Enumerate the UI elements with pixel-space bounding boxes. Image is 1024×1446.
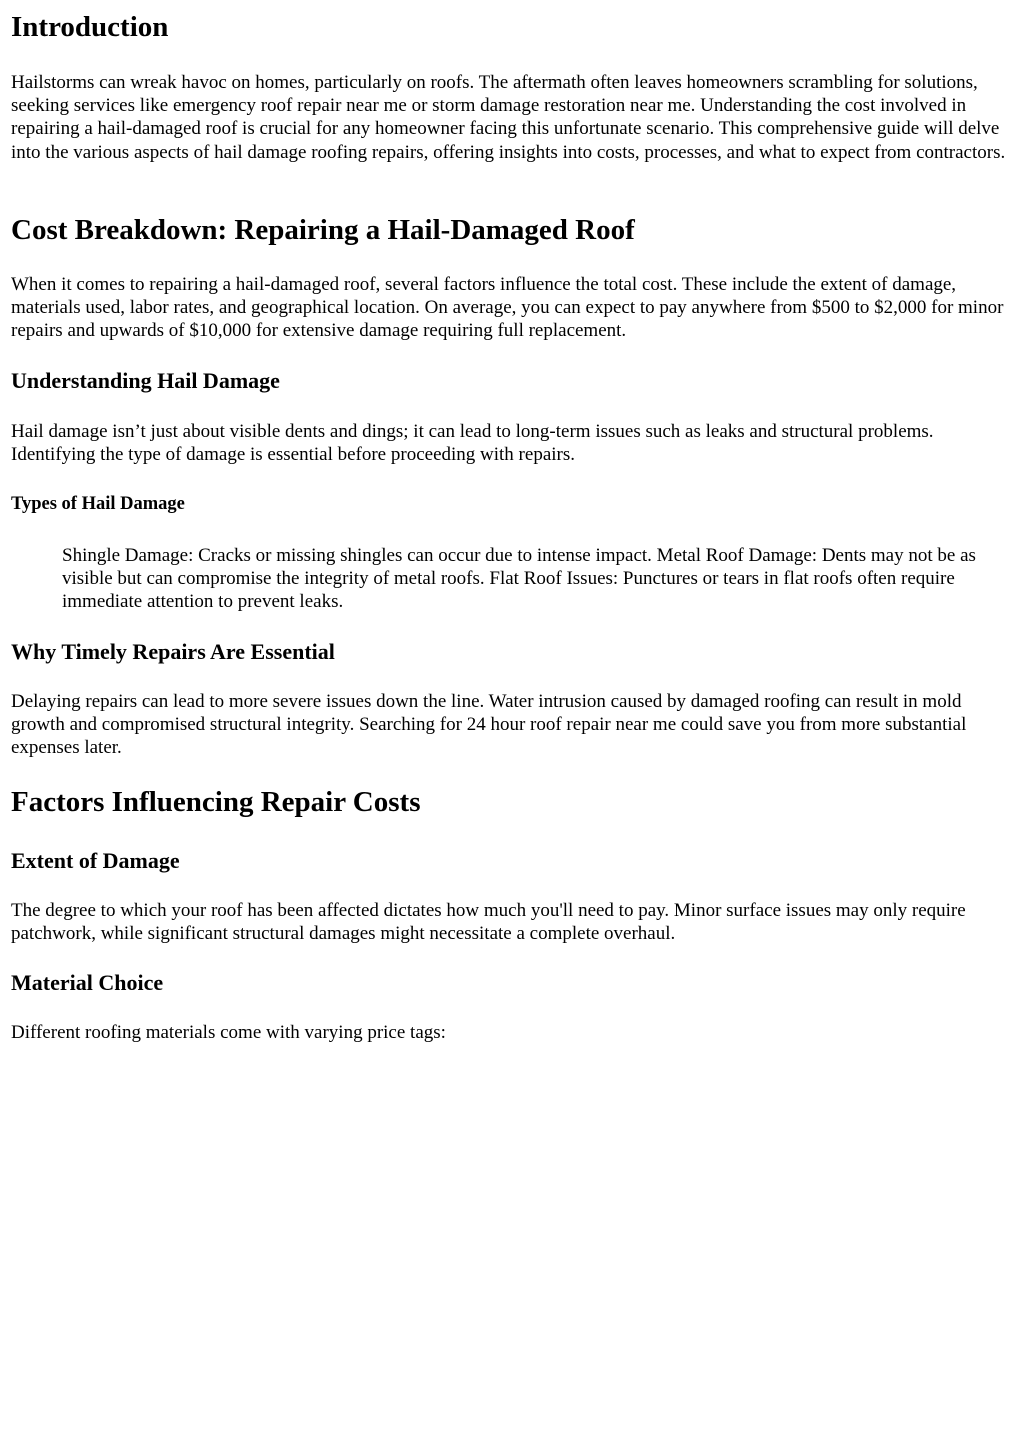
- blockquote-types-of-hail-damage: Shingle Damage: Cracks or missing shingles can occur due to intense impact. Metal Roof Damage: Dents may not be as visible but can compromise the integrity of metal roofs. Flat Roof Issues: Punctures or tears in flat roofs often require immediate attention to prevent leaks.: [62, 545, 976, 613]
- paragraph-introduction: Hailstorms can wreak havoc on homes, particularly on roofs. The aftermath often leaves homeowners scrambling for solutions, seeking services like emergency roof repair near me or storm damage restoration near me. Understanding the cost involved in repairing a hail-damaged roof is crucial for any homeowner facing this unfortunate scenario. This comprehensive guide will delve into the various aspects of hail damage roofing repairs, offering insights into costs, processes, and what to expect from contractors.: [11, 72, 1006, 163]
- paragraph-why-timely-repairs: Delaying repairs can lead to more severe issues down the line. Water intrusion caused by damaged roofing can result in mold growth and compromised structural integrity. Searching for 24 hour roof repair near me could save you from more substantial expenses later.: [11, 691, 967, 759]
- heading-cost-breakdown: Cost Breakdown: Repairing a Hail-Damaged Roof: [11, 214, 635, 246]
- heading-types-of-hail-damage: Types of Hail Damage: [11, 494, 185, 514]
- heading-factors-influencing-costs: Factors Influencing Repair Costs: [11, 786, 421, 818]
- heading-extent-of-damage: Extent of Damage: [11, 848, 180, 873]
- paragraph-understanding-hail-damage: Hail damage isn’t just about visible dents and dings; it can lead to long-term issues such as leaks and structural problems. Identifying the type of damage is essential before proceeding with repairs.: [11, 421, 934, 466]
- paragraph-extent-of-damage: The degree to which your roof has been affected dictates how much you'll need to pay. Minor surface issues may only require patchwork, while significant structural damages might necessitate a complete overhaul.: [11, 900, 966, 945]
- heading-why-timely-repairs: Why Timely Repairs Are Essential: [11, 639, 335, 664]
- heading-introduction: Introduction: [11, 11, 169, 43]
- paragraph-cost-breakdown: When it comes to repairing a hail-damaged roof, several factors influence the total cost. These include the extent of damage, materials used, labor rates, and geographical location. On average, you can expect to pay anywhere from $500 to $2,000 for minor repairs and upwards of $10,000 for extensive damage requiring full replacement.: [11, 274, 1004, 342]
- paragraph-material-choice: Different roofing materials come with varying price tags:: [11, 1022, 446, 1043]
- heading-material-choice: Material Choice: [11, 970, 164, 995]
- heading-understanding-hail-damage: Understanding Hail Damage: [11, 368, 280, 393]
